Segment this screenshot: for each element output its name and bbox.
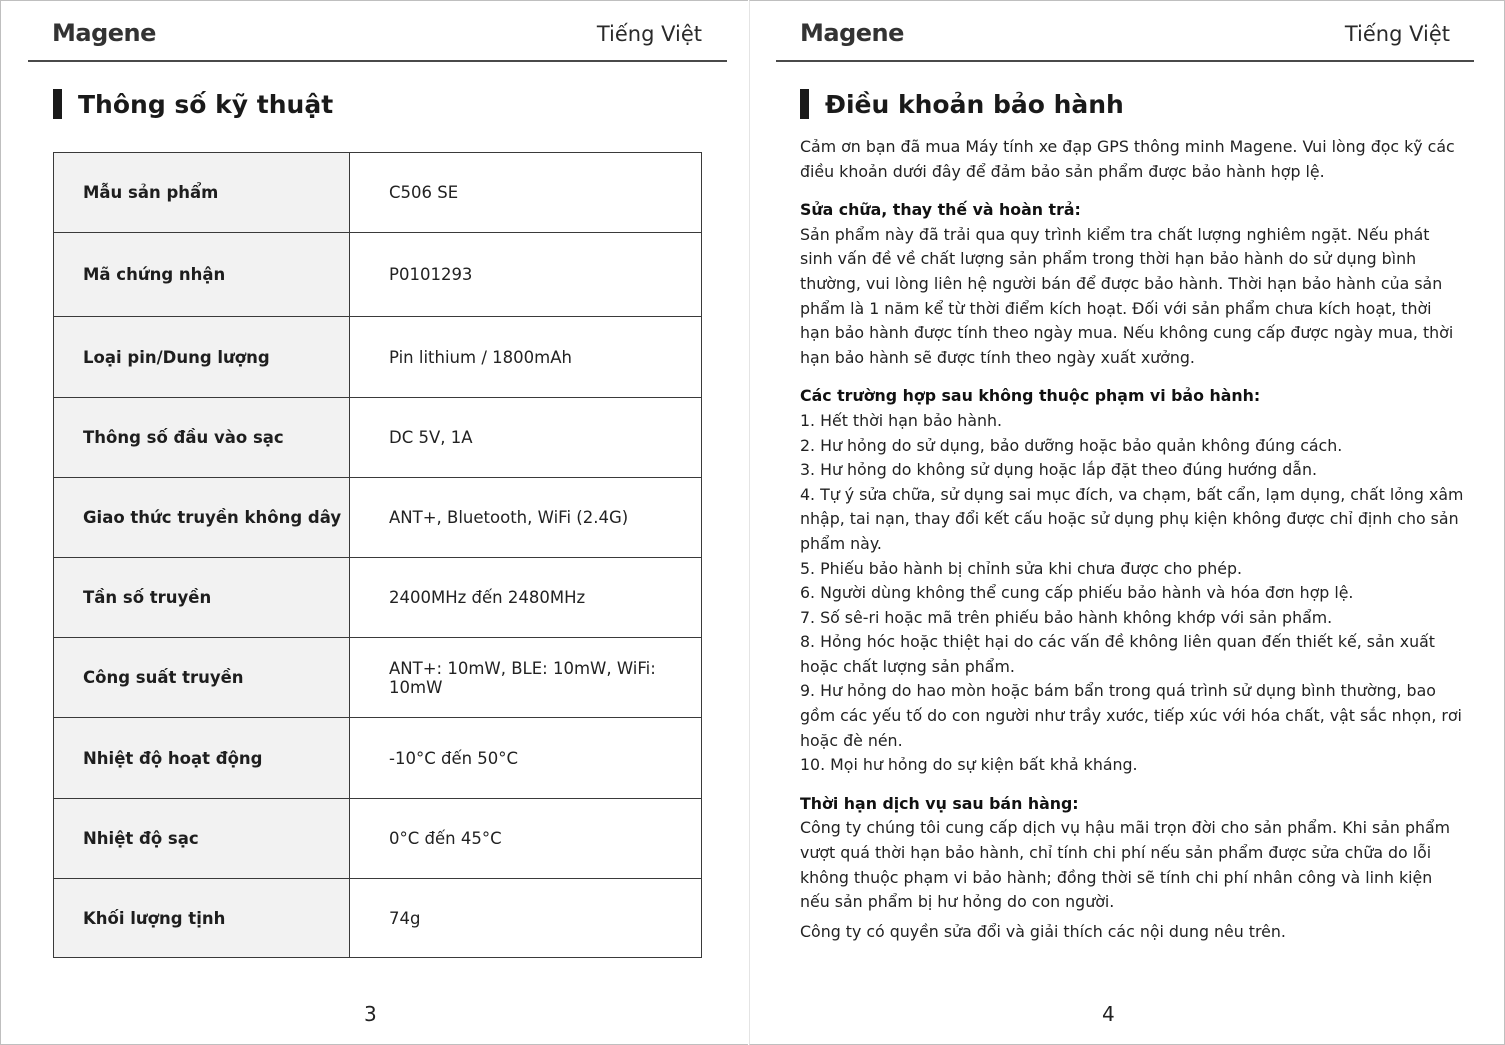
table-row xyxy=(54,478,702,558)
spec-label: Nhiệt độ sạc xyxy=(54,799,350,879)
left-page xyxy=(0,0,748,1045)
list-item: 9. Hư hỏng do hao mòn hoặc bám bẩn trong quá trình sử dụng bình thường, bao gồm các yếu tố do con người như trầy xước, tiếp xúc với hóa chất, vật sắc nhọn, rơi hoặc đè nén. xyxy=(800,681,1462,750)
spec-value: -10°C đến 50°C xyxy=(350,718,702,799)
brand-logo: Magene xyxy=(800,19,904,47)
spec-label: Giao thức truyền không dây xyxy=(54,478,350,558)
spec-label: Loại pin/Dung lượng xyxy=(54,317,350,398)
list-item: 1. Hết thời hạn bảo hành. xyxy=(800,410,1003,430)
spec-label: Tần số truyền xyxy=(54,558,350,638)
list-item: 7. Số sê-ri hoặc mã trên phiếu bảo hành không khớp với sản phẩm. xyxy=(800,607,1333,627)
section-heading xyxy=(53,89,333,119)
spec-label: Mã chứng nhận xyxy=(54,233,350,317)
spec-value: C506 SE xyxy=(350,153,702,233)
intro-paragraph: Cảm ơn bạn đã mua Máy tính xe đạp GPS thông minh Magene. Vui lòng đọc kỹ các điều khoản dưới đây để đảm bảo sản phẩm được bảo hành hợp lệ. xyxy=(800,137,1455,181)
page-number: 3 xyxy=(364,1002,377,1026)
page-number: 4 xyxy=(1102,1002,1115,1026)
table-row xyxy=(54,398,702,478)
table-row xyxy=(54,233,702,317)
spec-label: Thông số đầu vào sạc xyxy=(54,398,350,478)
spec-label: Khối lượng tịnh xyxy=(54,879,350,958)
list-item: 10. Mọi hư hỏng do sự kiện bất khả kháng. xyxy=(800,755,1138,775)
heading-bar xyxy=(800,89,809,119)
table-row xyxy=(54,558,702,638)
spec-label: Nhiệt độ hoạt động xyxy=(54,718,350,799)
spec-value: ANT+, Bluetooth, WiFi (2.4G) xyxy=(350,478,702,558)
list-item: 2. Hư hỏng do sử dụng, bảo dưỡng hoặc bảo quản không đúng cách. xyxy=(800,435,1343,455)
spec-value: Pin lithium / 1800mAh xyxy=(350,317,702,398)
language-label: Tiếng Việt xyxy=(596,22,702,46)
section-body-service: Công ty chúng tôi cung cấp dịch vụ hậu mãi trọn đời cho sản phẩm. Khi sản phẩm vượt quá thời hạn bảo hành, chỉ tính chi phí nếu sản phẩm được sửa chữa do lỗi không thuộc phạm vi bảo hành; đồng thời sẽ tính chi phí nhân công và linh kiện nếu sản phẩm bị hư hỏng do con người. xyxy=(800,818,1451,912)
table-row xyxy=(54,153,702,233)
spec-table xyxy=(53,152,702,958)
closing-statement: Công ty có quyền sửa đổi và giải thích các nội dung nêu trên. xyxy=(800,921,1286,941)
list-item: 3. Hư hỏng do không sử dụng hoặc lắp đặt theo đúng hướng dẫn. xyxy=(800,460,1318,480)
warranty-text xyxy=(800,135,1465,944)
header-rule xyxy=(776,60,1474,62)
table-row xyxy=(54,879,702,958)
spec-label: Công suất truyền xyxy=(54,638,350,718)
spec-value: DC 5V, 1A xyxy=(350,398,702,478)
section-body-repair: Sản phẩm này đã trải qua quy trình kiểm tra chất lượng nghiêm ngặt. Nếu phát sinh vấn đề về chất lượng sản phẩm trong thời hạn bảo hành do sử dụng bình thường, vui lòng liên hệ người bán để được bảo hành. Thời hạn bảo hành của sản phẩm là 1 năm kể từ thời điểm kích hoạt. Đối với sản phẩm chưa kích hoạt, thời hạn bảo hành được tính theo ngày mua. Nếu không cung cấp được ngày mua, thời hạn bảo hành sẽ được tính theo ngày xuất xưởng. xyxy=(800,224,1454,367)
header-rule xyxy=(28,60,727,62)
spec-value: 74g xyxy=(350,879,702,958)
table-row xyxy=(54,718,702,799)
section-title-repair: Sửa chữa, thay thế và hoàn trả: xyxy=(800,200,1081,220)
table-row xyxy=(54,317,702,398)
list-item: 5. Phiếu bảo hành bị chỉnh sửa khi chưa được cho phép. xyxy=(800,558,1242,578)
heading-bar xyxy=(53,89,62,119)
spec-value: 2400MHz đến 2480MHz xyxy=(350,558,702,638)
spec-value: 0°C đến 45°C xyxy=(350,799,702,879)
list-item: 4. Tự ý sửa chữa, sử dụng sai mục đích, va chạm, bất cẩn, lạm dụng, chất lỏng xâm nhập, tai nạn, thay đổi kết cấu hoặc sử dụng phụ kiện không được chỉ định cho sản phẩm này. xyxy=(800,484,1464,553)
heading-text: Điều khoản bảo hành xyxy=(825,89,1124,119)
section-title-service: Thời hạn dịch vụ sau bán hàng: xyxy=(800,793,1079,813)
list-item: 6. Người dùng không thể cung cấp phiếu bảo hành và hóa đơn hợp lệ. xyxy=(800,583,1354,603)
spec-label: Mẫu sản phẩm xyxy=(54,153,350,233)
section-heading xyxy=(800,89,1124,119)
table-row xyxy=(54,638,702,718)
section-title-exclusions: Các trường hợp sau không thuộc phạm vi bảo hành: xyxy=(800,386,1261,406)
list-item: 8. Hỏng hóc hoặc thiệt hại do các vấn đề không liên quan đến thiết kế, sản xuất hoặc chất lượng sản phẩm. xyxy=(800,632,1435,676)
brand-logo: Magene xyxy=(52,19,156,47)
spec-value: P0101293 xyxy=(350,233,702,317)
language-label: Tiếng Việt xyxy=(1344,22,1450,46)
heading-text: Thông số kỹ thuật xyxy=(78,89,334,119)
right-page xyxy=(749,0,1505,1045)
table-row xyxy=(54,799,702,879)
spec-value: ANT+: 10mW, BLE: 10mW, WiFi: 10mW xyxy=(350,638,702,718)
